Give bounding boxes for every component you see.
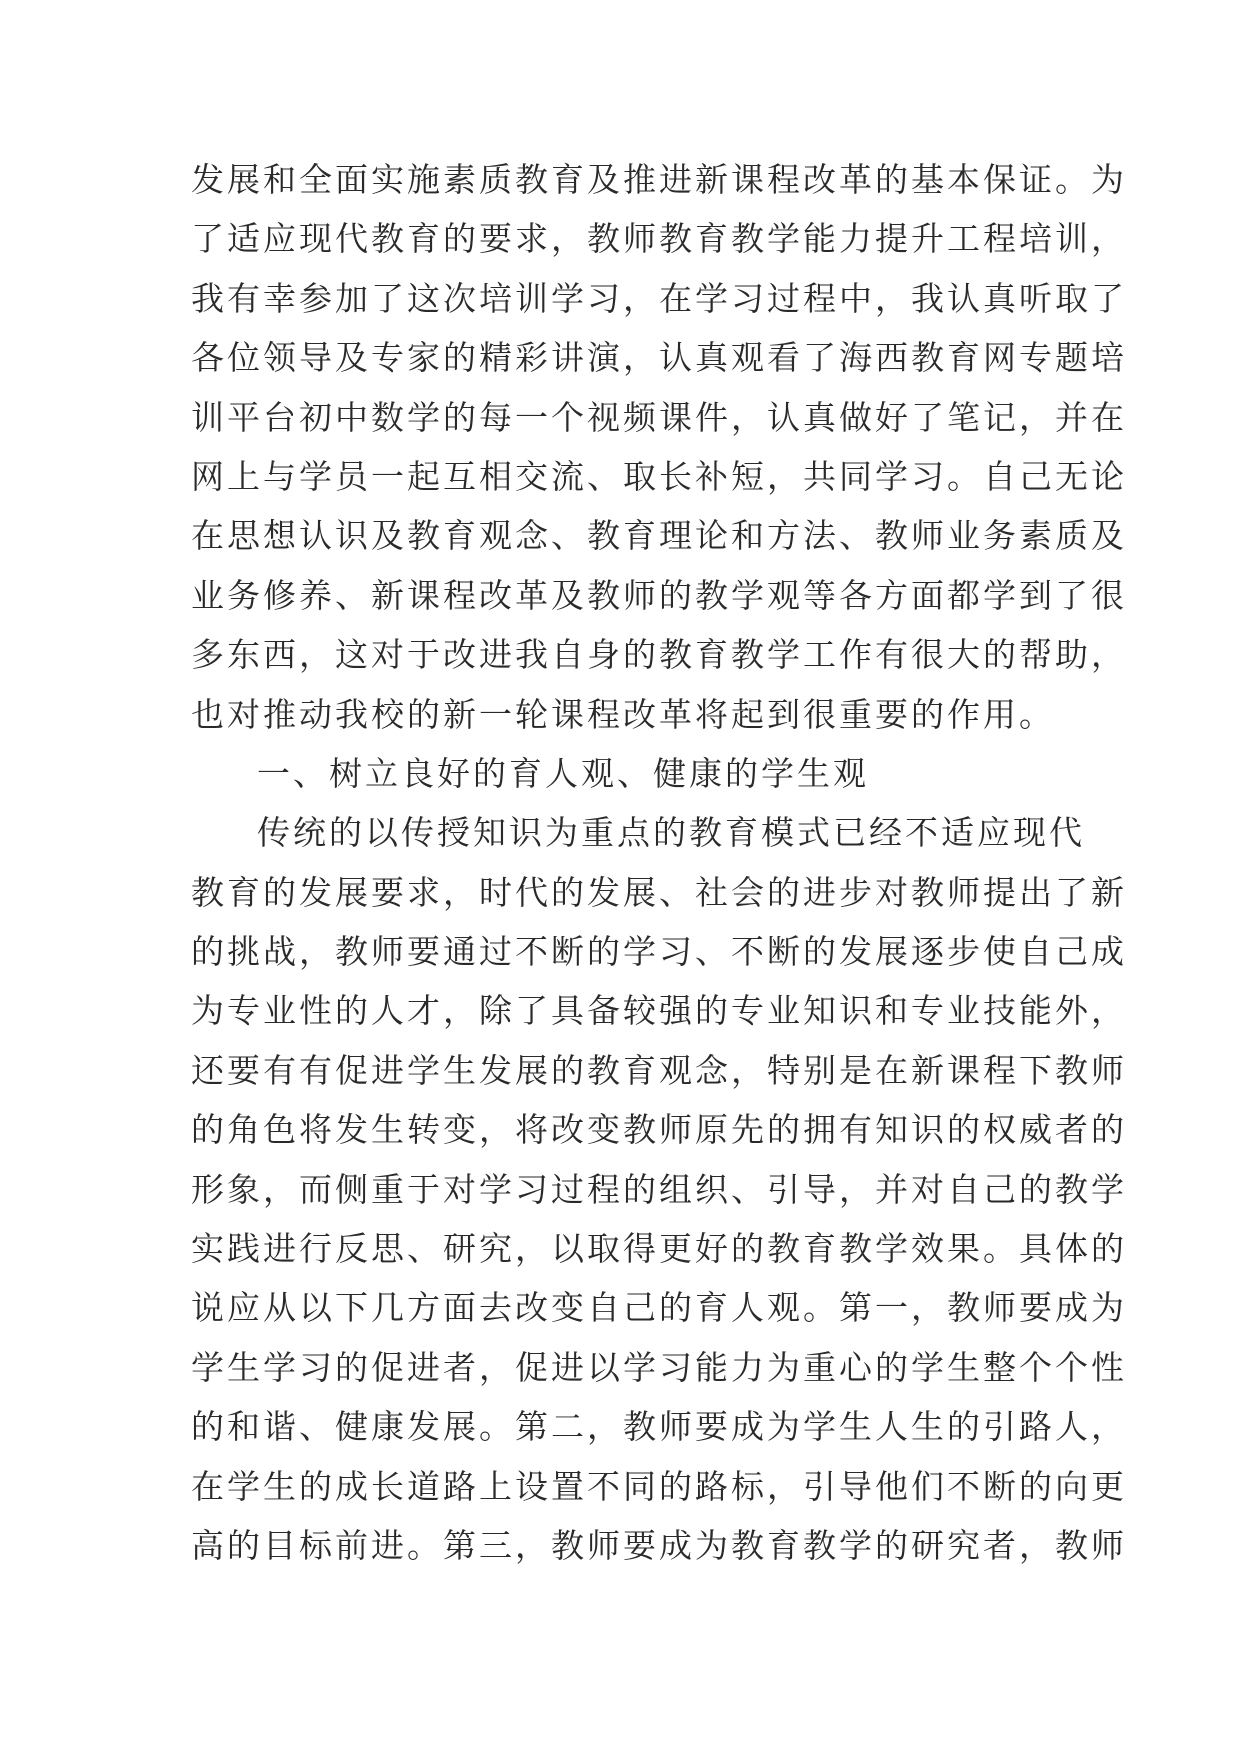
text-line: 各位领导及专家的精彩讲演，认真观看了海西教育网专题培: [191, 338, 1127, 378]
text-line: 还要有有促进学生发展的教育观念，特别是在新课程下教师: [191, 1050, 1127, 1090]
text-line: 实践进行反思、研究，以取得更好的教育教学效果。具体的: [191, 1229, 1127, 1269]
text-line: 训平台初中数学的每一个视频课件，认真做好了笔记，并在: [191, 397, 1127, 437]
section-heading: 一、树立良好的育人观、健康的学生观: [257, 753, 869, 793]
text-line: 多东西，这对于改进我自身的教育教学工作有很大的帮助，: [191, 635, 1127, 675]
text-line: 教育的发展要求，时代的发展、社会的进步对教师提出了新: [191, 872, 1127, 912]
text-line: 学生学习的促进者，促进以学习能力为重心的学生整个个性: [191, 1347, 1127, 1387]
text-line: 了适应现代教育的要求，教师教育教学能力提升工程培训，: [191, 219, 1127, 259]
text-line: 我有幸参加了这次培训学习，在学习过程中，我认真听取了: [191, 278, 1127, 318]
text-line: 说应从以下几方面去改变自己的育人观。第一，教师要成为: [191, 1288, 1127, 1328]
text-line: 的挑战，教师要通过不断的学习、不断的发展逐步使自己成: [191, 932, 1127, 972]
text-line: 业务修养、新课程改革及教师的教学观等各方面都学到了很: [191, 575, 1127, 615]
text-line: 为专业性的人才，除了具备较强的专业知识和专业技能外，: [191, 991, 1127, 1031]
body-text: [191, 150, 1127, 1575]
text-line: 的和谐、健康发展。第二，教师要成为学生人生的引路人，: [191, 1407, 1127, 1447]
text-line: 发展和全面实施素质教育及推进新课程改革的基本保证。为: [191, 160, 1127, 199]
text-line: 也对推动我校的新一轮课程改革将起到很重要的作用。: [191, 694, 1055, 734]
text-line: 传统的以传授知识为重点的教育模式已经不适应现代: [257, 813, 1085, 853]
text-line: 高的目标前进。第三，教师要成为教育教学的研究者，教师: [191, 1525, 1127, 1565]
text-line: 网上与学员一起互相交流、取长补短，共同学习。自己无论: [191, 456, 1127, 496]
text-line: 的角色将发生转变，将改变教师原先的拥有知识的权威者的: [191, 1110, 1127, 1150]
text-line: 形象，而侧重于对学习过程的组织、引导，并对自己的教学: [191, 1169, 1127, 1209]
text-line: 在学生的成长道路上设置不同的路标，引导他们不断的向更: [191, 1466, 1127, 1506]
text-line: 在思想认识及教育观念、教育理论和方法、教师业务素质及: [191, 516, 1127, 556]
